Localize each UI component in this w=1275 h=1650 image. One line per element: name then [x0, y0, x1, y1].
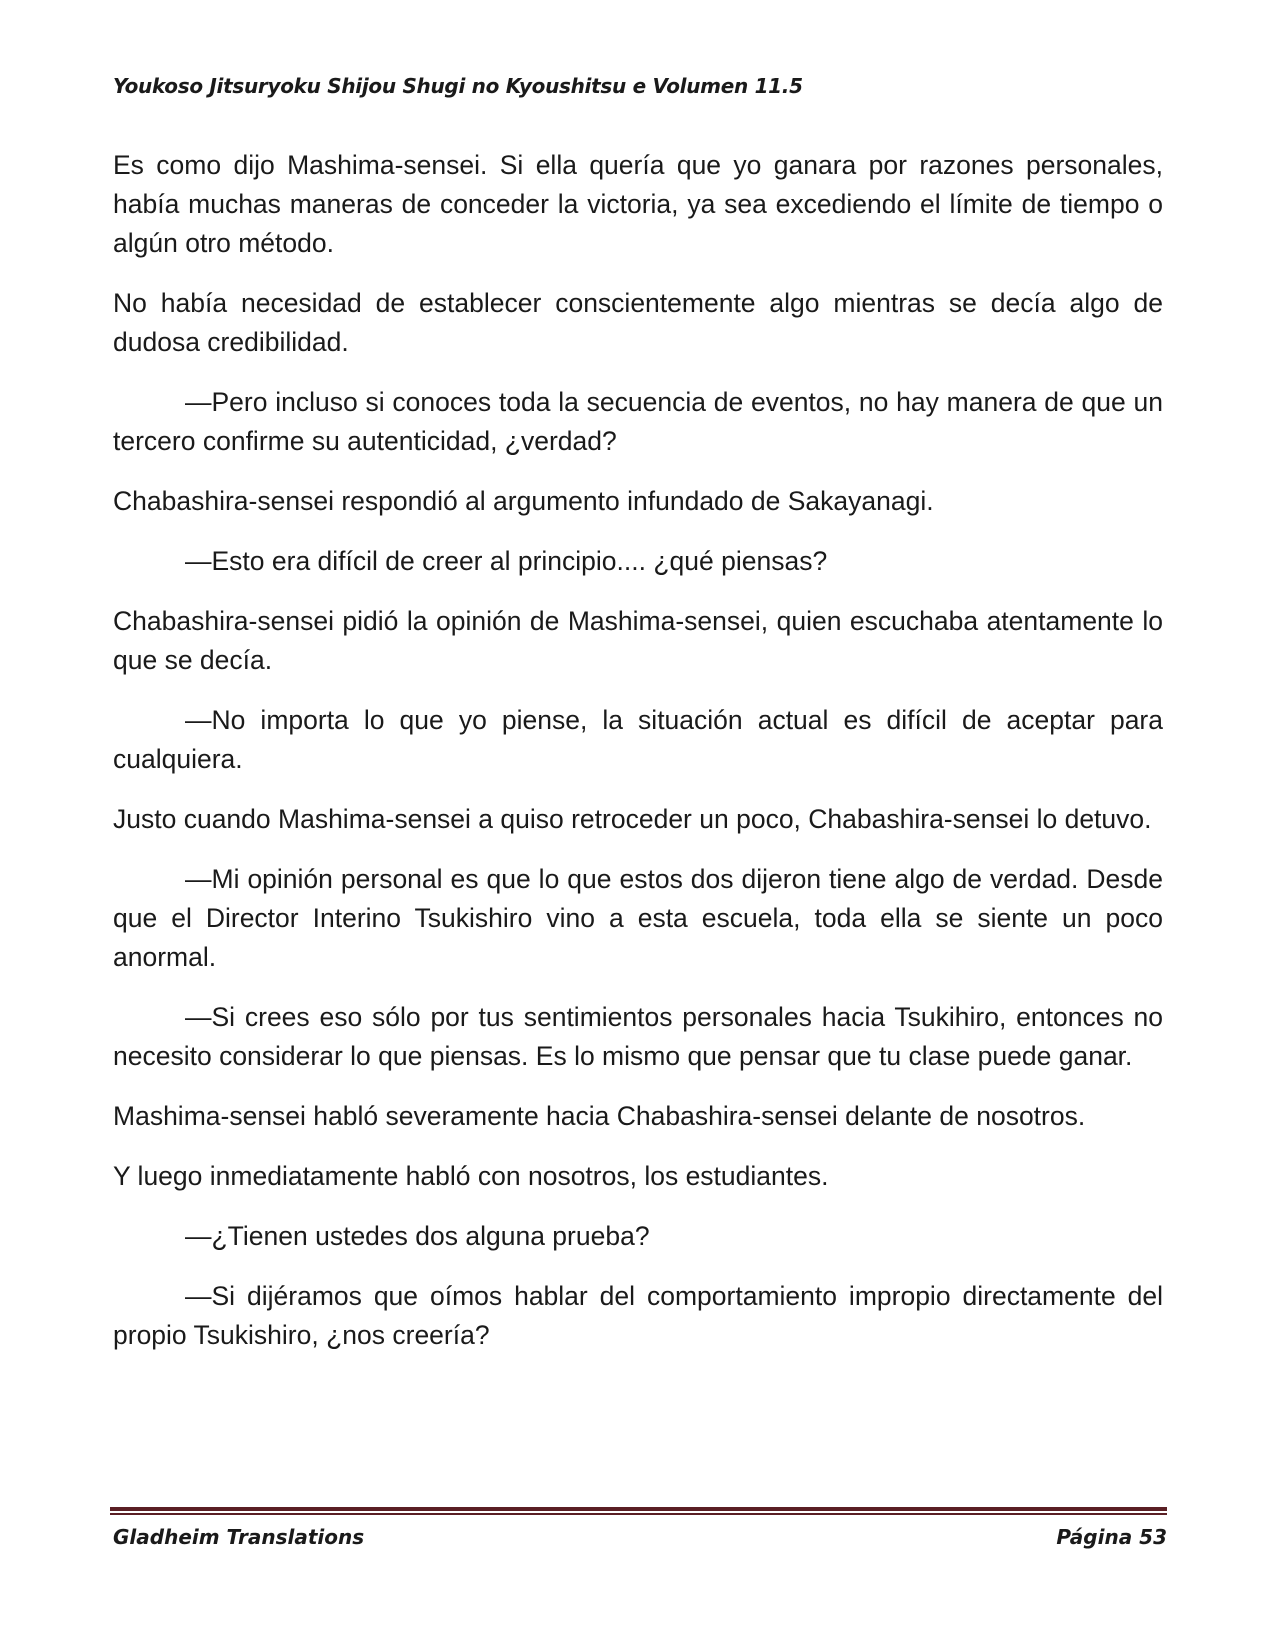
page-number: Página 53	[1056, 1525, 1167, 1549]
paragraph-3: —Pero incluso si conoces toda la secuencia de eventos, no hay manera de que un tercero confirme su autenticidad, ¿verdad?	[113, 387, 1163, 456]
paragraph-9: —Mi opinión personal es que lo que estos dos dijeron tiene algo de verdad. Desde que el Director Interino Tsukishiro vino a esta escuela, toda ella se siente un poco anormal.	[113, 864, 1163, 972]
paragraph-14: —Si dijéramos que oímos hablar del comportamiento impropio directamente del propio Tsukishiro, ¿nos creería?	[113, 1281, 1163, 1350]
paragraph-10: —Si crees eso sólo por tus sentimientos personales hacia Tsukihiro, entonces no necesito considerar lo que piensas. Es lo mismo que pensar que tu clase puede ganar.	[113, 1002, 1163, 1071]
running-header: Youkoso Jitsuryoku Shijou Shugi no Kyoushitsu e Volumen 11.5	[113, 74, 803, 98]
paragraph-2: No había necesidad de establecer conscientemente algo mientras se decía algo de dudosa credibilidad.	[113, 288, 1163, 357]
footer-divider-thin	[110, 1513, 1167, 1515]
footer-credit: Gladheim Translations	[113, 1525, 365, 1549]
paragraph-1: Es como dijo Mashima-sensei. Si ella quería que yo ganara por razones personales, había muchas maneras de conceder la victoria, ya sea excediendo el límite de tiempo o algún otro método.	[113, 150, 1163, 258]
paragraph-7: —No importa lo que yo piense, la situación actual es difícil de aceptar para cualquiera.	[113, 705, 1163, 774]
paragraph-6: Chabashira-sensei pidió la opinión de Mashima-sensei, quien escuchaba atentamente lo que se decía.	[113, 606, 1163, 675]
paragraph-5: —Esto era difícil de creer al principio.... ¿qué piensas?	[185, 546, 828, 576]
paragraph-11: Mashima-sensei habló severamente hacia Chabashira-sensei delante de nosotros.	[113, 1101, 1086, 1131]
paragraph-12: Y luego inmediatamente habló con nosotros, los estudiantes.	[113, 1161, 829, 1191]
paragraph-13: —¿Tienen ustedes dos alguna prueba?	[185, 1221, 650, 1251]
footer-divider	[110, 1507, 1167, 1511]
page-body	[113, 146, 1163, 1376]
paragraph-8: Justo cuando Mashima-sensei a quiso retroceder un poco, Chabashira-sensei lo detuvo.	[113, 804, 1152, 834]
paragraph-4: Chabashira-sensei respondió al argumento infundado de Sakayanagi.	[113, 486, 934, 516]
